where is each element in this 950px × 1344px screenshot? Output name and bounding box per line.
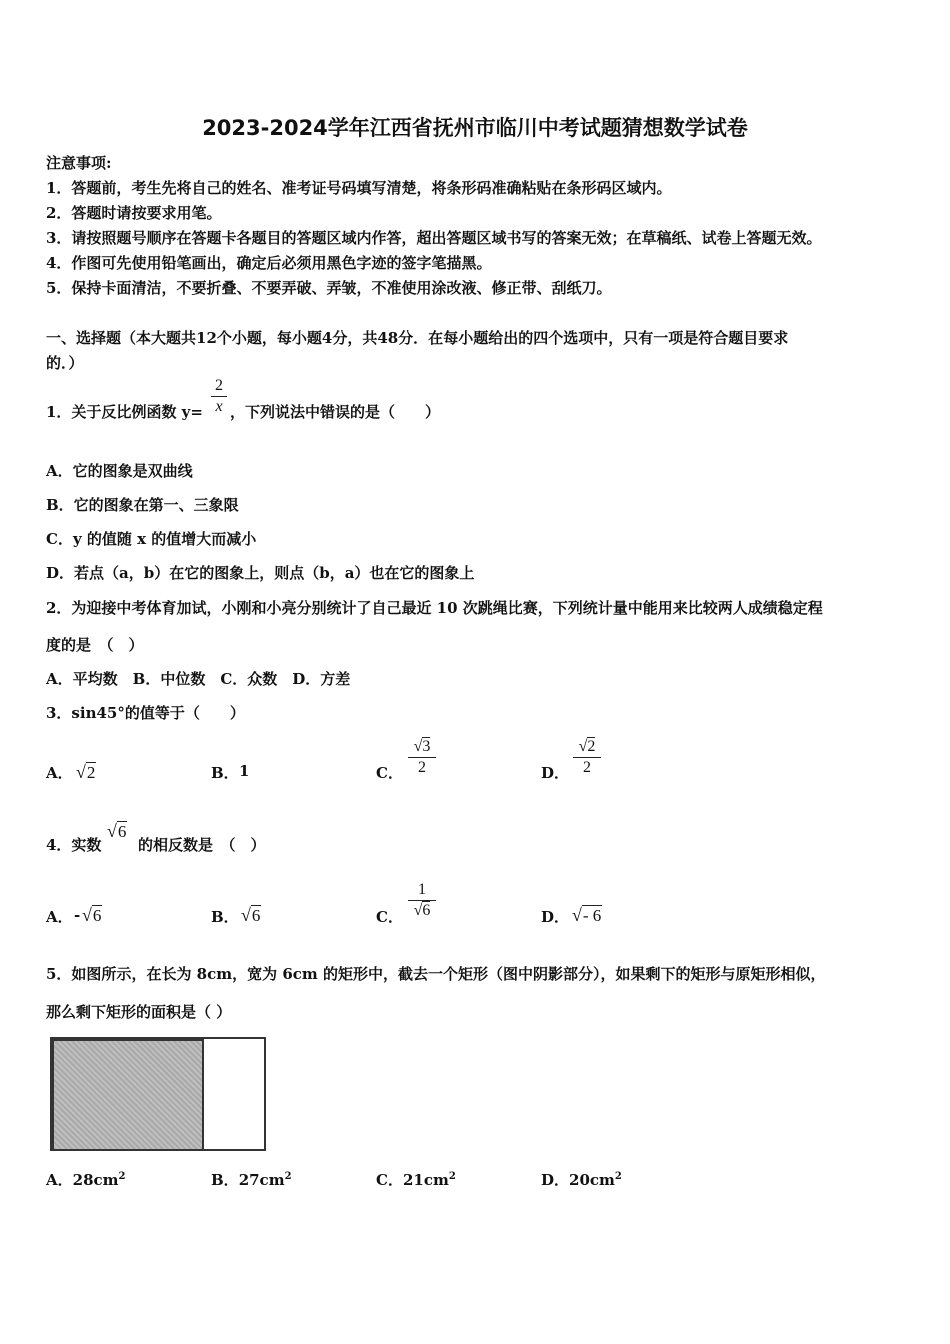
q3-option-d-fraction: √2 2 xyxy=(573,738,601,777)
q3-option-a-radical: √2 xyxy=(76,762,96,782)
q1-option-b: B．它的图象在第一、三象限 xyxy=(46,496,239,514)
q5-option-a: A．$28cm^2$ xyxy=(46,1171,126,1189)
shaded-rectangle xyxy=(52,1039,204,1151)
notice-item: 4．作图可先使用铅笔画出，确定后必须用黑色字迹的签字笔描黑。 xyxy=(46,254,492,272)
q4-label-a: A． xyxy=(46,908,73,926)
radicand: 2 xyxy=(86,763,96,782)
q5-option-d: D．$20cm^2$ xyxy=(541,1171,622,1189)
q2-stem-cont: 度的是 （ ） xyxy=(46,636,144,654)
q4-option-c-fraction: 1 √6 xyxy=(408,881,436,920)
q4-stem-before: 4．实数 xyxy=(46,836,102,854)
radicand: 6 xyxy=(422,902,431,919)
fraction-bar xyxy=(408,757,436,758)
q4-stem-radical: √6 xyxy=(107,821,127,841)
q2-stem: 2．为迎接中考体育加试，小刚和小亮分别统计了自己最近 10 次跳绳比赛，下列统计量中能用来比较两人成绩稳定程 xyxy=(46,599,823,617)
q3-c-den: 2 xyxy=(418,759,426,776)
q3-label-a: A． xyxy=(46,764,73,782)
q1-option-c: C．y 的值随 x 的值增大而减小 xyxy=(46,530,257,548)
q1-frac-num: 2 xyxy=(215,377,223,394)
radicand: 6 xyxy=(251,906,261,925)
q4-option-d-radical: √- 6 xyxy=(572,905,602,925)
q5-option-b: B．$27cm^2$ xyxy=(211,1171,292,1189)
q1-option-d: D．若点（a，b）在它的图象上，则点（b，a）也在它的图象上 xyxy=(46,564,475,582)
q5-option-c: C．$21cm^2$ xyxy=(376,1171,456,1189)
q4-c-num: 1 xyxy=(418,881,426,898)
q4-option-b-radical: √6 xyxy=(241,905,261,925)
q3-label-d: D． xyxy=(541,764,570,782)
q3-stem: 3．sin45°的值等于（ ） xyxy=(46,704,245,722)
radicand: 2 xyxy=(587,738,596,755)
q2-options: A．平均数 B．中位数 C．众数 D．方差 xyxy=(46,670,351,688)
radicand: - 6 xyxy=(582,906,602,925)
q5-rectangle-figure xyxy=(50,1037,266,1151)
notice-item: 2．答题时请按要求用笔。 xyxy=(46,204,222,222)
q3-label-b: B． xyxy=(211,764,239,782)
q4-label-b: B． xyxy=(211,908,239,926)
notice-item: 1．答题前，考生先将自己的姓名、准考证号码填写清楚，将条形码准确粘贴在条形码区域内。 xyxy=(46,179,672,197)
radicand: 3 xyxy=(422,738,431,755)
notice-heading: 注意事项: xyxy=(46,154,112,172)
q4-option-a-minus: - xyxy=(74,906,81,924)
q4-option-a-radical: √6 xyxy=(82,905,102,925)
section-heading-cont: 的．） xyxy=(46,354,84,372)
q1-stem-after: ，下列说法中错误的是（ ） xyxy=(230,403,441,421)
q5-stem-cont: 那么剩下矩形的面积是（ ） xyxy=(46,1003,232,1021)
q1-fraction xyxy=(211,377,227,416)
section-heading: 一、选择题（本大题共12个小题，每小题4分，共48分．在每小题给出的四个选项中，只有一项是符合题目要求 xyxy=(46,329,789,347)
fraction-bar xyxy=(211,396,227,397)
radicand: 6 xyxy=(117,822,127,841)
q4-stem-after: 的相反数是 （ ） xyxy=(138,836,266,854)
q1-option-a: A．它的图象是双曲线 xyxy=(46,462,193,480)
q5-stem: 5．如图所示，在长为 8cm，宽为 6cm 的矩形中，截去一个矩形（图中阴影部分），如果剩下的矩形与原矩形相似， xyxy=(46,965,826,983)
q4-label-d: D． xyxy=(541,908,570,926)
q1-stem xyxy=(46,401,203,422)
q1-stem-before: 1．关于反比例函数 y= xyxy=(46,403,203,421)
radicand: 6 xyxy=(92,906,102,925)
q3-option-c-fraction: √3 2 xyxy=(408,738,436,777)
notice-item: 3．请按照题号顺序在答题卡各题目的答题区域内作答，超出答题区域书写的答案无效；在草稿纸、试卷上答题无效。 xyxy=(46,229,822,247)
q1-frac-den: x xyxy=(215,398,223,415)
q3-d-den: 2 xyxy=(583,759,591,776)
page-title: 2023-2024学年江西省抚州市临川中考试题猜想数学试卷 xyxy=(202,116,748,140)
fraction-bar xyxy=(573,757,601,758)
notice-item: 5．保持卡面清洁，不要折叠、不要弄破、弄皱，不准使用涂改液、修正带、刮纸刀。 xyxy=(46,279,612,297)
q3-option-b-value: 1 xyxy=(239,762,250,780)
q4-label-c: C． xyxy=(376,908,403,926)
q3-label-c: C． xyxy=(376,764,403,782)
